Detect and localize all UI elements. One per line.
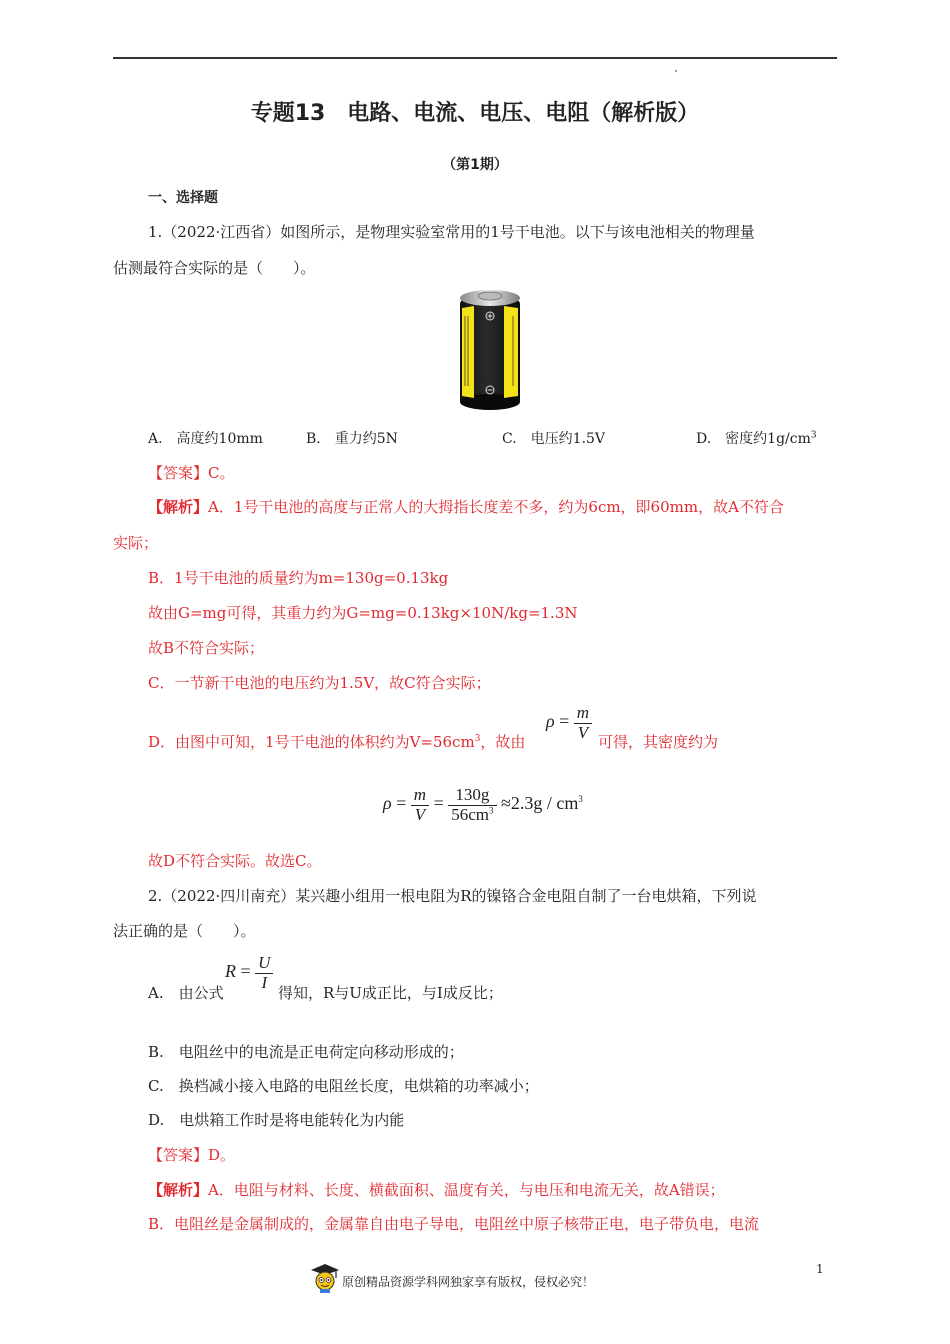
q1-answer: 【答案】C。 [148, 464, 235, 482]
q1-analysis-c: C．一节新干电池的电压约为1.5V，故C符合实际； [148, 674, 491, 692]
q1-option-c: C. 电压约1.5V [502, 431, 606, 447]
ohm-formula: R = $\frac{U}{I}$ [225, 954, 273, 992]
q2-stem-line1: 2.（2022·四川南充）某兴趣小组用一根电阻为R的镍铬合金电阻自制了一台电烘箱，下列说 [148, 887, 757, 905]
q2-option-a-post: 得知，R与U成正比，与I成反比； [278, 984, 503, 1002]
q1-stem-line1: 1.（2022·江西省）如图所示，是物理实验室常用的1号干电池。以下与该电池相关的物理量 [148, 223, 755, 241]
q1-analysis-d-post: 可得，其密度约为 [598, 733, 719, 751]
density-calculation: ρ = $\frac{m}{V}$ = $\frac{130g}{56cm^3}$ $\approx 2.3g / cm^3$ [383, 785, 583, 824]
mascot-logo-icon [310, 1262, 340, 1294]
density-formula-inline: ρ = $\frac{m}{V}$ [546, 704, 592, 742]
q2-analysis-b: B．电阻丝是金属制成的，金属靠自由电子导电，电阻丝中原子核带正电，电子带负电，电流 [148, 1215, 760, 1233]
q2-option-b: B. 电阻丝中的电流是正电荷定向移动形成的； [148, 1043, 464, 1061]
copyright-notice: 原创精品资源学科网独家享有版权，侵权必究！ [342, 1275, 595, 1289]
header-rule [113, 57, 837, 59]
page-number: 1 [816, 1262, 824, 1276]
section-heading: 一、选择题 [148, 190, 218, 206]
period-label: （第1期） [442, 157, 508, 173]
q2-answer: 【答案】D。 [148, 1146, 236, 1164]
q1-option-b: B. 重力约5N [306, 431, 398, 447]
q1-analysis-b2: 故由G=mg可得，其重力约为G=mg=0.13kg×10N/kg=1.3N [148, 604, 578, 622]
battery-image [458, 286, 522, 412]
decorative-dot [675, 70, 677, 72]
q2-option-d: D. 电烘箱工作时是将电能转化为内能 [148, 1111, 405, 1129]
q1-option-a: A. 高度约10mm [148, 431, 263, 447]
q1-analysis-b1: B．1号干电池的质量约为m=130g=0.13kg [148, 569, 449, 587]
q2-option-c: C. 换档减小接入电路的电阻丝长度，电烘箱的功率减小； [148, 1077, 539, 1095]
q1-analysis-b3: 故B不符合实际； [148, 639, 265, 657]
page-title: 专题13 电路、电流、电压、电阻（解析版） [250, 101, 700, 126]
q1-conclusion: 故D不符合实际。故选C。 [148, 852, 322, 870]
q1-stem-line2: 估测最符合实际的是（ ）。 [113, 259, 316, 277]
q1-analysis-a-cont: 实际； [113, 534, 159, 552]
q2-stem-line2: 法正确的是（ ）。 [113, 922, 256, 940]
q1-option-d: D. 密度约$1g/cm^3$ [696, 430, 817, 447]
q1-analysis-a: 【解析】A．1号干电池的高度与正常人的大拇指长度差不多，约为6cm，即60mm，故A不符合 [148, 498, 784, 516]
q1-analysis-d: D．由图中可知，1号干电池的体积约为$V=56cm^3$，故由 [148, 733, 526, 751]
q2-option-a-pre: A. 由公式 [148, 984, 224, 1002]
q2-analysis-a: 【解析】A．电阻与材料、长度、横截面积、温度有关，与电压和电流无关，故A错误； [148, 1181, 725, 1199]
